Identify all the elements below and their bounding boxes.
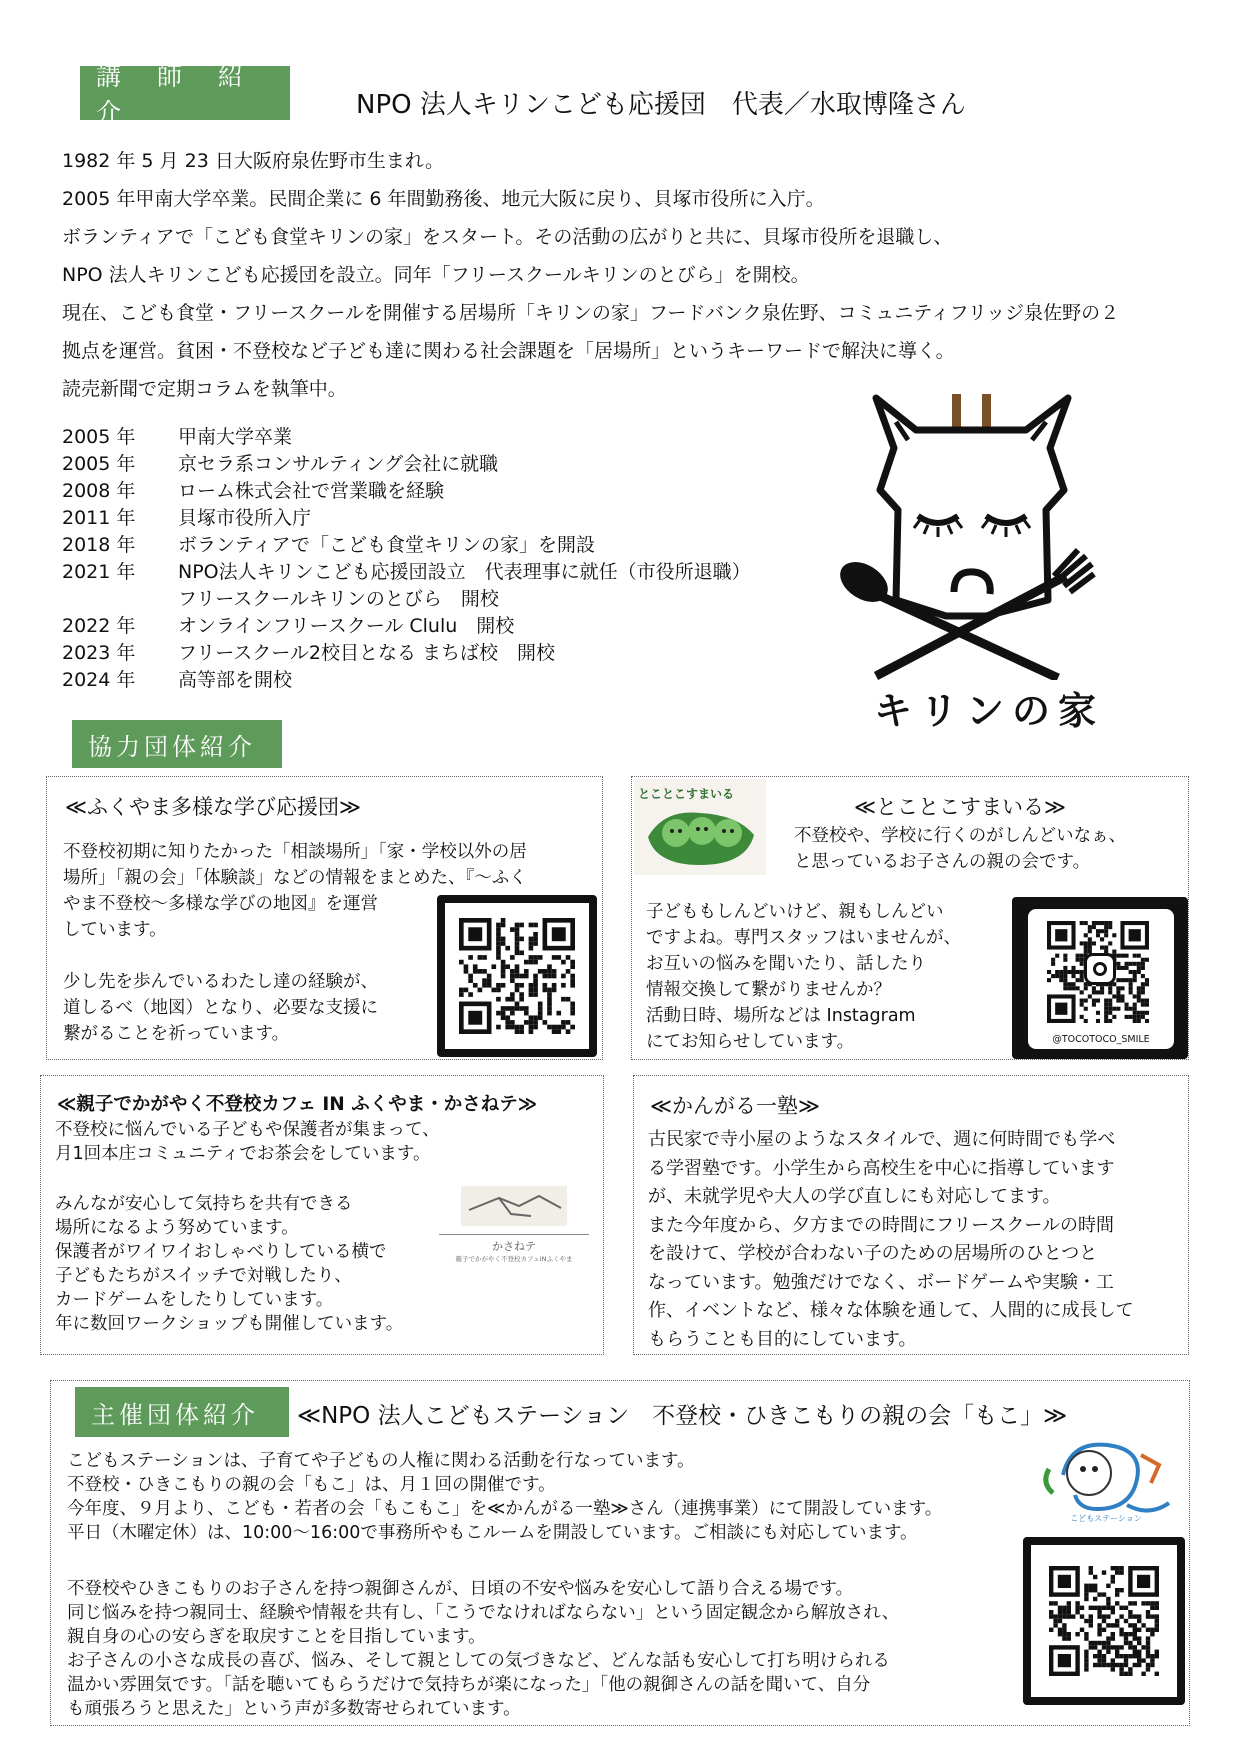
timeline-row: [62, 667, 751, 694]
timeline-year: 2023 年: [62, 642, 136, 664]
bio-line: 1982 年 5 月 23 日大阪府泉佐野市生まれ。: [62, 150, 444, 172]
tokoto-line: お互いの悩みを聞いたり、話したり: [646, 954, 926, 974]
bio-line: ボランティアで「こども食堂キリンの家」をスタート。その活動の広がりと共に、貝塚市役所を退職し、: [62, 226, 953, 248]
bio-line: 読売新聞で定期コラムを執筆中。: [62, 378, 347, 400]
tokoto-text: [646, 899, 961, 1055]
kangaru-line: 作、イベントなど、様々な体験を通して、人間的に成長して: [648, 1300, 1134, 1321]
organizer-line: 温かい雰囲気です。「話を聴いてもらうだけで気持ちが楽になった」「他の親御さんの話を聞いて、自分: [67, 1675, 871, 1695]
tokoto-intro-line: 不登校や、学校に行くのがしんどいなぁ、: [794, 826, 1127, 846]
tokoto-line: 子どももしんどいけど、親もしんどい: [646, 902, 944, 922]
kasanete-logo: [439, 1180, 589, 1266]
tokoto-qr-card[interactable]: [1012, 897, 1188, 1059]
kasanete-logo-sub: 親子でかがやく不登校カフェINふくやま: [455, 1255, 573, 1263]
organizer-line: こどもステーションは、子育てや子どもの人権に関わる活動を行なっています。: [67, 1451, 695, 1471]
kangaru-title: ≪かんがる一塾≫: [650, 1094, 820, 1118]
timeline-row: [62, 451, 751, 478]
kasanete-line: 年に数回ワークショップも開催しています。: [55, 1314, 404, 1334]
organizer-text-2: [67, 1577, 899, 1721]
kasanete-line: 保護者がワイワイおしゃべりしている横で: [55, 1242, 387, 1262]
lecturer-title: NPO 法人キリンこども応援団 代表／水取博隆さん: [356, 90, 966, 120]
tokoto-illustration: [634, 779, 766, 875]
bio-line: 現在、こども食堂・フリースクールを開催する居場所「キリンの家」フードバンク泉佐野、コミュニティフリッジ泉佐野の２: [62, 302, 1120, 324]
timeline-event: 甲南大学卒業: [178, 426, 293, 448]
bio-line: 拠点を運営。貧困・不登校など子ども達に関わる社会課題を「居場所」というキーワードで解決に導く。: [62, 340, 955, 362]
tokoto-intro: [794, 823, 1126, 875]
bio-line: NPO 法人キリンこども応援団を設立。同年「フリースクールキリンのとびら」を開校。: [62, 264, 810, 286]
partners-section-label: 協力団体紹介: [72, 720, 282, 768]
kangaru-line: 古民家で寺小屋のようなスタイルで、週に何時間でも学べ: [648, 1129, 1116, 1150]
kangaru-line: を設けて、学校が合わない子のための居場所のひとつと: [648, 1243, 1098, 1264]
kasanete-line: カードゲームをしたりしています。: [55, 1290, 334, 1310]
fukuyama-line: 道しるべ（地図）となり、必要な支援に: [63, 998, 378, 1018]
timeline-year: 2024 年: [62, 669, 136, 691]
timeline-row: [62, 586, 751, 613]
fukuyama-qr-code[interactable]: [437, 895, 597, 1057]
organizer-section-label: 主催団体紹介: [75, 1387, 289, 1437]
bio-line: 2005 年甲南大学卒業。民間企業に 6 年間勤務後、地元大阪に戻り、貝塚市役所に入庁。: [62, 188, 825, 210]
kasanete-line: 子どもたちがスイッチで対戦したり、: [55, 1266, 352, 1286]
kasanete-box: [40, 1075, 604, 1355]
timeline-event: ローム株式会社で営業職を経験: [178, 480, 445, 502]
kangaru-line: また今年度から、夕方までの時間にフリースクールの時間: [648, 1214, 1115, 1236]
organizer-line: 不登校・ひきこもりの親の会「もこ」は、月１回の開催です。: [67, 1475, 556, 1495]
kasanete-title: ≪親子でかがやく不登校カフェ IN ふくやま・かさねテ≫: [57, 1094, 538, 1115]
fukuyama-line: 少し先を歩んでいるわたし達の経験が、: [63, 972, 378, 992]
timeline-event: 貝塚市役所入庁: [178, 507, 312, 529]
instagram-icon: [1084, 953, 1116, 985]
kirin-logo-text: キリンの家: [874, 689, 1105, 733]
timeline-year: 2022 年: [62, 615, 136, 637]
timeline-row: [62, 640, 751, 667]
timeline-row: [62, 424, 751, 451]
timeline-event: フリースクール2校目となる まちば校 開校: [178, 642, 556, 664]
timeline-event: 高等部を開校: [178, 669, 293, 691]
kangaru-line: る学習塾です。小学生から高校生を中心に指導しています: [648, 1157, 1115, 1179]
fukuyama-line: 繋がることを祈っています。: [63, 1024, 290, 1044]
timeline-row: [62, 613, 751, 640]
tokoto-box: [631, 776, 1189, 1060]
organizer-line: 同じ悩みを持つ親同士、経験や情報を共有し、「こうでなければならない」という固定観念から解放され、: [67, 1603, 900, 1623]
organizer-title: ≪NPO 法人こどもステーション 不登校・ひきこもりの親の会「もこ」≫: [297, 1403, 1068, 1429]
handshake-icon: [439, 1180, 589, 1230]
timeline-year: 2021 年: [62, 561, 136, 583]
giraffe-icon: [836, 380, 1096, 680]
timeline-row: [62, 532, 751, 559]
qr-code-icon: [459, 917, 575, 1035]
fukuyama-line: 場所」「親の会」「体験談」などの情報をまとめた、『～ふく: [63, 868, 527, 888]
timeline-year: 2005 年: [62, 426, 136, 448]
organizer-qr-code[interactable]: [1023, 1537, 1185, 1705]
instagram-handle: @TOCOTOCO_SMILE: [1052, 1034, 1150, 1045]
organizer-line: も頑張ろうと思えた」という声が多数寄せられています。: [67, 1699, 521, 1719]
fukuyama-line: 不登校初期に知りたかった「相談場所」「家・学校以外の居: [63, 842, 527, 862]
organizer-line: お子さんの小さな成長の喜び、悩み、そして親としての気づきなど、どんな話も安心して打ち明けられる: [67, 1651, 890, 1671]
tokoto-line: 活動日時、場所などは Instagram: [646, 1006, 916, 1026]
lecturer-section-label: 講 師 紹 介: [80, 66, 290, 120]
fukuyama-line: やま不登校～多様な学びの地図』を運営: [63, 894, 378, 914]
qr-code-icon: [1049, 1563, 1159, 1679]
tokoto-line: ですよね。専門スタッフはいませんが、: [646, 928, 961, 948]
kangaru-line: もらうことも目的にしています。: [648, 1328, 917, 1350]
timeline-year: [62, 586, 178, 613]
organizer-text-1: [67, 1449, 942, 1545]
lecturer-timeline: [62, 424, 751, 694]
fukuyama-box: [46, 776, 603, 1060]
tokoto-title: ≪とことこすまいる≫: [854, 795, 1066, 819]
kasanete-intro-line: 不登校に悩んでいる子どもや保護者が集まって、: [55, 1120, 440, 1140]
timeline-event: ボランティアで「こども食堂キリンの家」を開設: [178, 534, 596, 556]
timeline-year: 2011 年: [62, 507, 136, 529]
organizer-line: 平日（木曜定休）は、10:00～16:00で事務所やもこルームを開設しています。ご相談にも対応しています。: [67, 1523, 918, 1543]
kasanete-logo-name: かさねテ: [492, 1240, 536, 1253]
kangaru-line: なっています。勉強だけでなく、ボードゲームや実験・工: [648, 1271, 1114, 1293]
timeline-row: [62, 559, 751, 586]
tokoto-line: 情報交換して繋がりませんか？: [646, 980, 891, 1000]
kirin-no-ie-logo: [836, 380, 1105, 735]
fukuyama-line: しています。: [63, 920, 167, 940]
kangaru-line: が、未就学児や大人の学び直しにも対応してます。: [648, 1186, 1061, 1207]
timeline-row: [62, 478, 751, 505]
tokoto-line: にてお知らせしています。: [646, 1032, 855, 1052]
kasanete-intro-line: 月1回本庄コミュニティでお茶会をしています。: [55, 1144, 431, 1164]
lecturer-bio: [62, 142, 1119, 408]
kangaru-box: [633, 1075, 1189, 1355]
timeline-event: NPO法人キリンこども応援団設立 代表理事に就任（市役所退職）: [178, 561, 751, 583]
organizer-line: 不登校やひきこもりのお子さんを持つ親御さんが、日頃の不安や悩みを安心して語り合える場です。: [67, 1579, 854, 1599]
tokoto-image-text: とことこすまいる: [638, 787, 735, 801]
fukuyama-text-2: [63, 969, 378, 1047]
organizer-line: 今年度、９月より、こども・若者の会「もこもこ」を≪かんがる一塾≫さん（連携事業）にて開設しています。: [67, 1499, 943, 1519]
kasanete-line: みんなが安心して気持ちを共有できる: [55, 1194, 353, 1214]
timeline-year: 2018 年: [62, 534, 136, 556]
kodomo-station-logo-text: こどもステーション: [1070, 1514, 1142, 1523]
fukuyama-title: ≪ふくやま多様な学び応援団≫: [65, 795, 361, 819]
timeline-event: 京セラ系コンサルティング会社に就職: [178, 453, 499, 475]
kasanete-line: 場所になるよう努めています。: [55, 1218, 299, 1238]
kasanete-intro: [55, 1118, 440, 1166]
kodomo-station-logo: [1031, 1435, 1181, 1527]
timeline-row: [62, 505, 751, 532]
kangaru-text: [648, 1126, 1134, 1354]
tokoto-intro-line: と思っているお子さんの親の会です。: [794, 852, 1091, 872]
organizer-line: 親自身の心の安らぎを取戻すことを目指しています。: [67, 1627, 486, 1647]
organizer-box: [50, 1380, 1190, 1726]
timeline-year: 2005 年: [62, 453, 136, 475]
timeline-event: フリースクールキリンのとびら 開校: [178, 588, 499, 610]
timeline-event: オンラインフリースクール Clulu 開校: [178, 615, 515, 637]
timeline-year: 2008 年: [62, 480, 136, 502]
kasanete-text: [55, 1192, 403, 1336]
